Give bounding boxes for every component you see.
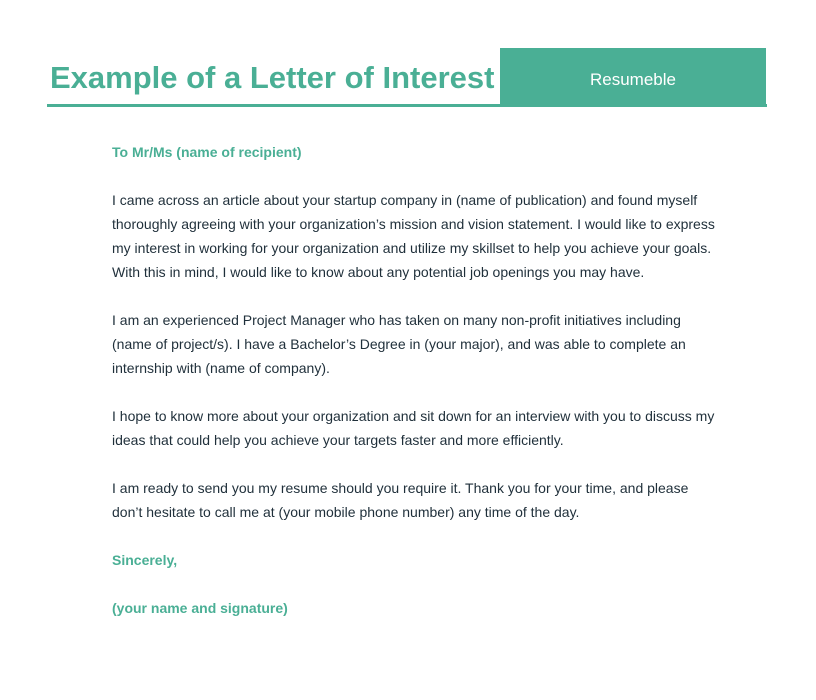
letter-salutation: To Mr/Ms (name of recipient)	[112, 144, 302, 160]
letter-paragraph: I came across an article about your startup company in (name of publication) and found myself thoroughly agreeing with your organization’s mission and vision statement. I would like to express my interest in working for your organization and utilize my skillset to help you achieve your goals. With this in mind, I would like to know about any potential job openings you may have.	[112, 192, 715, 280]
letter-signature: (your name and signature)	[112, 600, 288, 616]
letter-closing: Sincerely,	[112, 552, 178, 568]
brand-label: Resumeble	[590, 70, 676, 89]
letter-paragraph: I am ready to send you my resume should you require it. Thank you for your time, and please don’t hesitate to call me at (your mobile phone number) any time of the day.	[112, 480, 689, 520]
letter-paragraph: I hope to know more about your organization and sit down for an interview with you to discuss my ideas that could help you achieve your targets faster and more efficiently.	[112, 408, 715, 448]
title-underline	[47, 104, 767, 107]
letter-body	[112, 140, 722, 644]
brand-banner	[500, 48, 766, 106]
page-title: Example of a Letter of Interest	[50, 60, 495, 95]
letter-paragraph: I am an experienced Project Manager who has taken on many non-profit initiatives including (name of project/s). I have a Bachelor’s Degree in (your major), and was able to complete an internship with (name of company).	[112, 312, 686, 376]
